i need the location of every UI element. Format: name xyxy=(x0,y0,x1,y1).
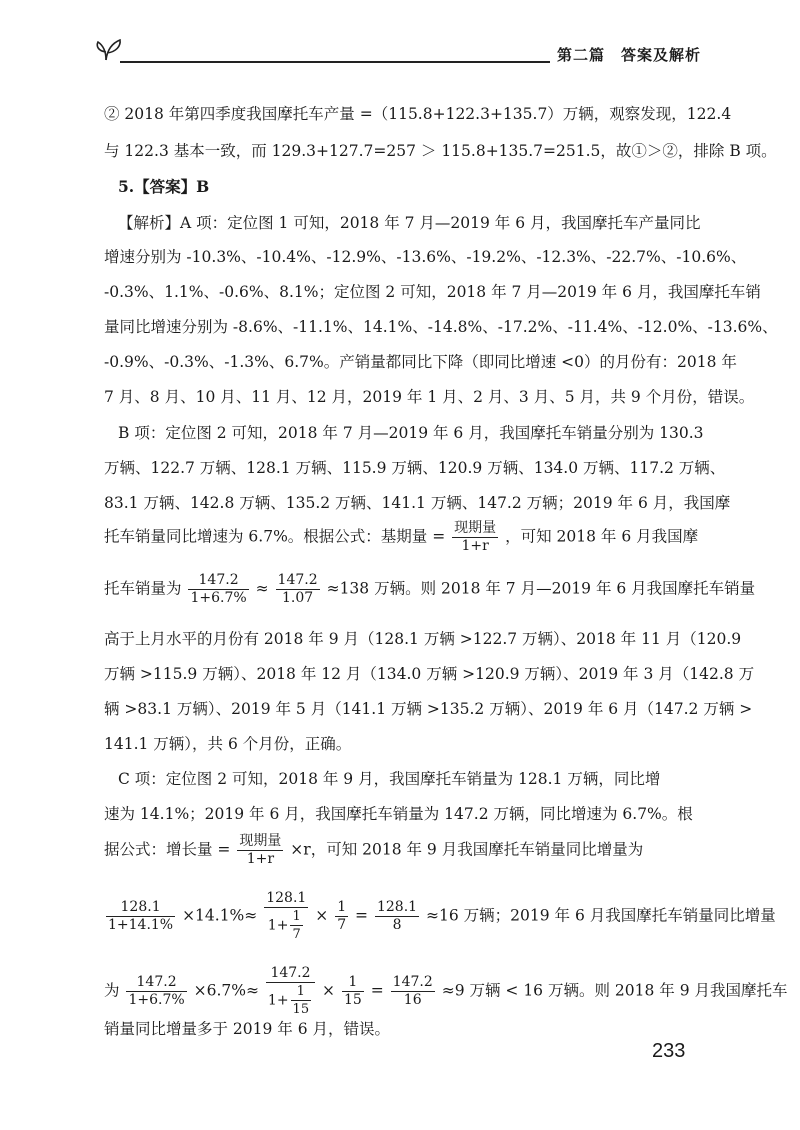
text-line: 与 122.3 基本一致，而 129.3+127.7=257 ＞ 115.8+135.7=251.5，故①＞②，排除 B 项。 xyxy=(104,142,777,160)
text-line: 万辆 >115.9 万辆）、2018 年 12 月（134.0 万辆 >120.9 万辆）、2019 年 3 月（142.8 万 xyxy=(104,665,755,683)
formula-fraction: $\frac{\text{现期量}}{1+r}$ xyxy=(454,520,497,554)
formula-line: $\frac{128.1}{1+14.1\%}$ ×14.1%≈ 128.1 1+ $\frac{1}{7}$ × $\frac{1}{7}$ = $\frac{128.1}{8}$ ≈16 万辆；2019 年 6 月我国摩托车销量同比增量 xyxy=(108,890,776,942)
text-line: 量同比增速分别为 -8.6%、-11.1%、14.1%、-14.8%、-17.2%、-11.4%、-12.0%、-13.6%、 xyxy=(104,318,778,336)
text-line: 增速分别为 -10.3%、-10.4%、-12.9%、-13.6%、-19.2%、-12.3%、-22.7%、-10.6%、 xyxy=(104,248,747,266)
text-line: -0.9%、-0.3%、-1.3%、6.7%。产销量都同比下降（即同比增速 <0）的月份有：2018 年 xyxy=(104,353,737,371)
text-line: -0.3%、1.1%、-0.6%、8.1%；定位图 2 可知，2018 年 7 月—2019 年 6 月，我国摩托车销 xyxy=(104,283,761,301)
text-line: 83.1 万辆、142.8 万辆、135.2 万辆、141.1 万辆、147.2 万辆；2019 年 6 月，我国摩 xyxy=(104,494,731,512)
text-line: 辆 >83.1 万辆）、2019 年 5 月（141.1 万辆 >135.2 万辆）、2019 年 6 月（147.2 万辆 > xyxy=(104,700,753,718)
formula-line: 据公式：增长量 = $\frac{\text{现期量}}{1+r}$ ×r，可知 2018 年 9 月我国摩托车销量同比增量为 xyxy=(104,833,644,867)
text-line: 【解析】A 项：定位图 1 可知，2018 年 7 月—2019 年 6 月，我国摩托车产量同比 xyxy=(118,214,701,232)
text-line: 速为 14.1%；2019 年 6 月，我国摩托车销量为 147.2 万辆，同比增速为 6.7%。根 xyxy=(104,805,693,823)
text-line: C 项：定位图 2 可知，2018 年 9 月，我国摩托车销量为 128.1 万辆，同比增 xyxy=(118,770,661,788)
formula-line: 托车销量同比增速为 6.7%。根据公式：基期量 = $\frac{\text{现期量}}{1+r}$ ，可知 2018 年 6 月我国摩 xyxy=(104,520,699,554)
answer-heading: 5.【答案】B xyxy=(118,177,210,196)
text-line: 141.1 万辆），共 6 个月份，正确。 xyxy=(104,735,352,753)
section-title: 第二篇 答案及解析 xyxy=(557,46,702,64)
page-number: 233 xyxy=(652,1040,686,1062)
text-line: 销量同比增量多于 2019 年 6 月，错误。 xyxy=(104,1020,391,1038)
formula-line: 为 $\frac{147.2}{1+6.7\%}$ ×6.7%≈ 147.2 1+ $\frac{1}{15}$ × $\frac{1}{15}$ = $\frac{147.2}{16}$ ≈9 万辆 < 16 万辆。则 2018 年 9 月我国摩托车 xyxy=(104,965,788,1017)
text-line: 万辆、122.7 万辆、128.1 万辆、115.9 万辆、120.9 万辆、134.0 万辆、117.2 万辆、 xyxy=(104,459,726,477)
text-line: 7 月、8 月、10 月、11 月、12 月，2019 年 1 月、2 月、3 月、5 月，共 9 个月份，错误。 xyxy=(104,388,755,406)
text-line: B 项：定位图 2 可知，2018 年 7 月—2019 年 6 月，我国摩托车销量分别为 130.3 xyxy=(118,424,704,442)
formula-line: 托车销量为 $\frac{147.2}{1+6.7\%}$ ≈ $\frac{147.2}{1.07}$ ≈138 万辆。则 2018 年 7 月—2019 年 6 月我国摩托车销量 xyxy=(104,572,756,606)
text-line: ② 2018 年第四季度我国摩托车产量 =（115.8+122.3+135.7）万辆，观察发现，122.4 xyxy=(104,105,732,123)
leaf-logo-icon xyxy=(92,34,124,62)
header-rule xyxy=(120,61,550,63)
text-line: 高于上月水平的月份有 2018 年 9 月（128.1 万辆 >122.7 万辆）、2018 年 11 月（120.9 xyxy=(104,630,742,648)
